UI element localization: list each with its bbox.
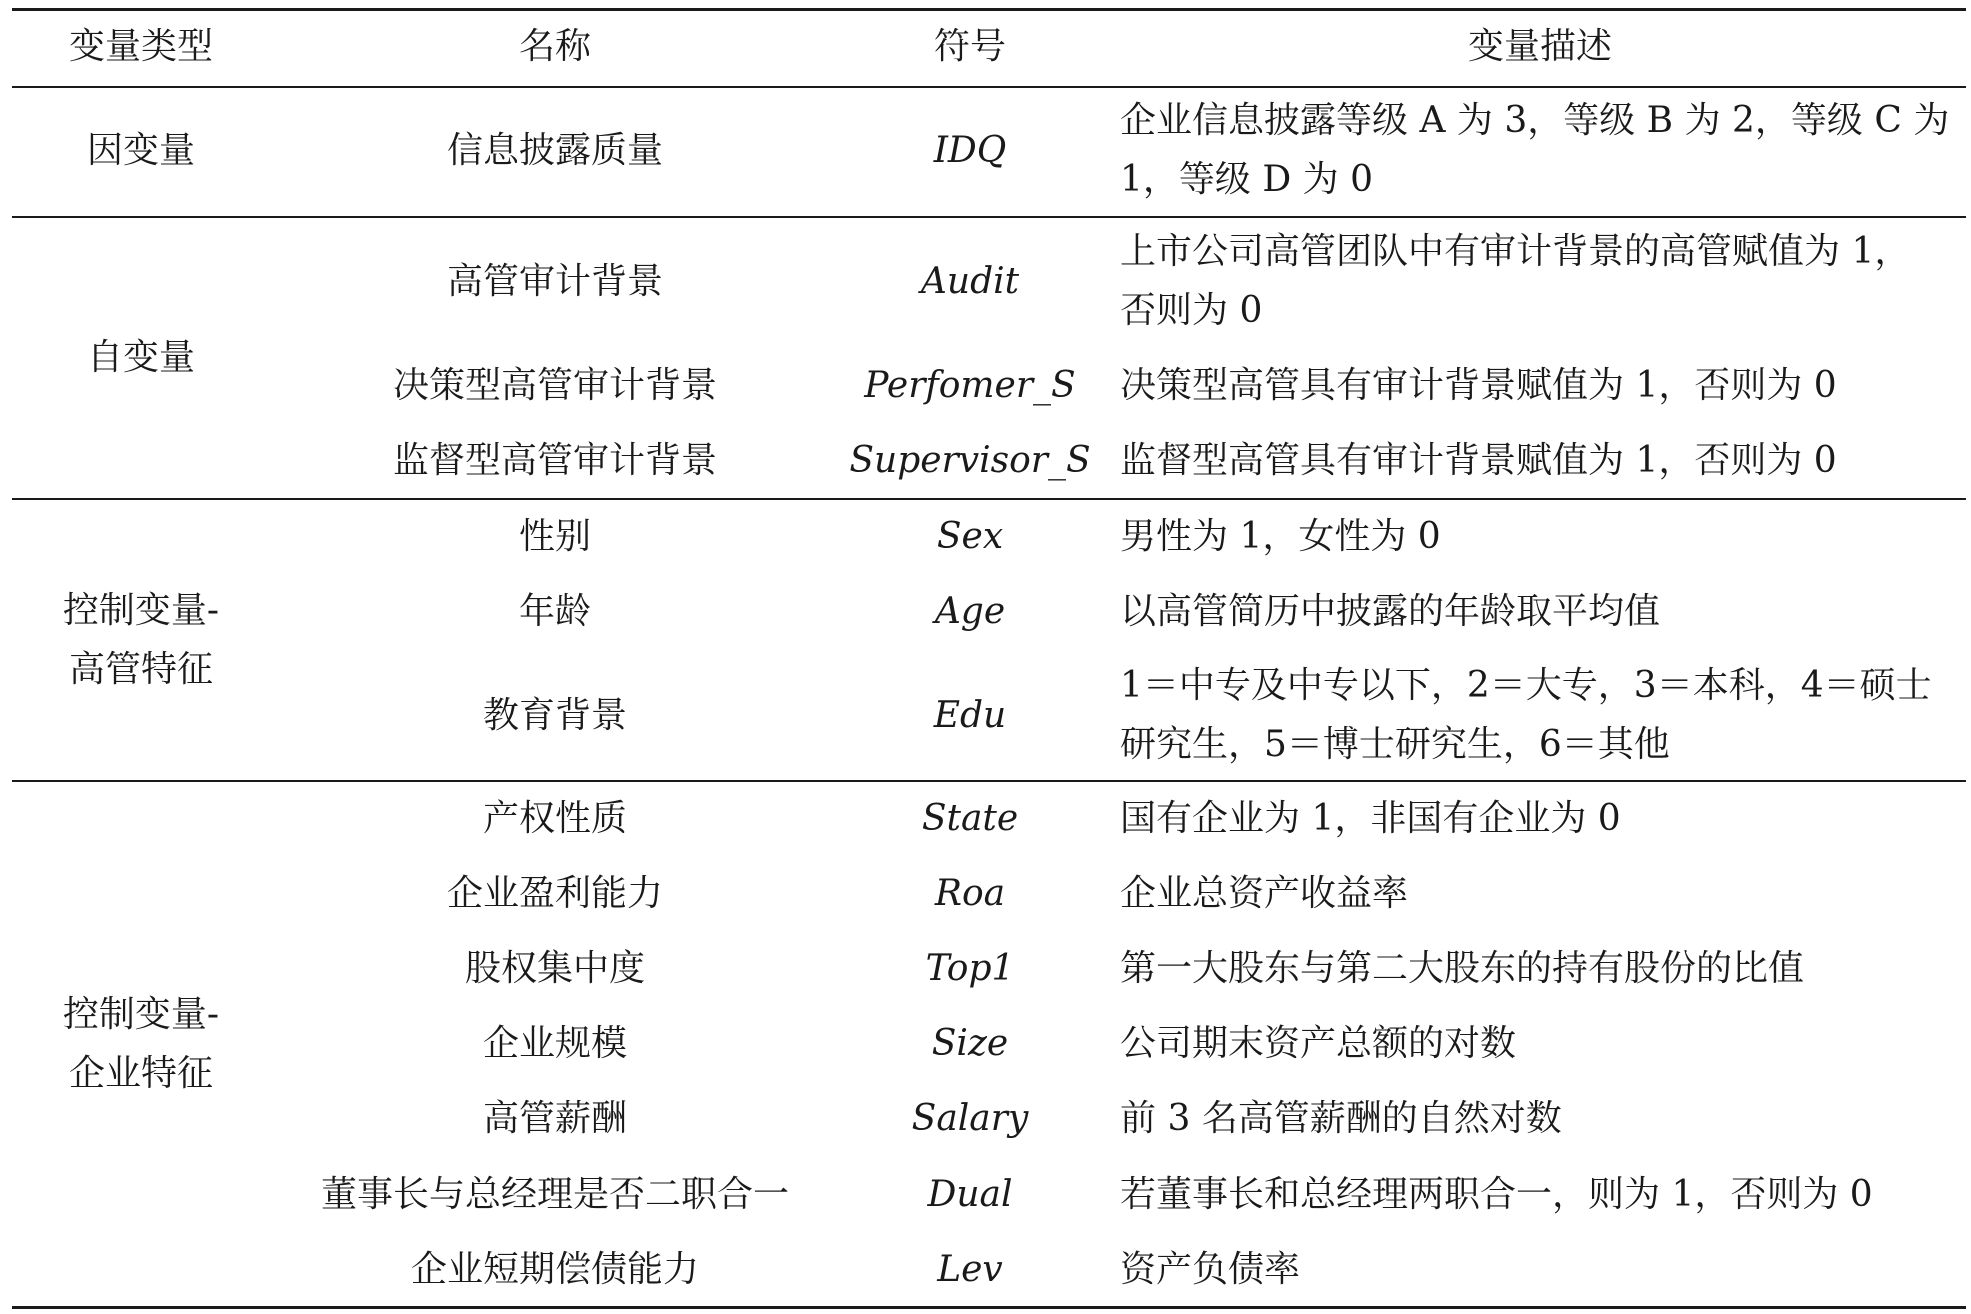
group-type: 自变量 bbox=[86, 337, 195, 378]
row-description-line: 决策型高管具有审计背景赋值为 1，否则为 0 bbox=[1120, 365, 1837, 406]
row-name: 董事长与总经理是否二职合一 bbox=[320, 1174, 789, 1215]
row-name: 产权性质 bbox=[482, 798, 627, 839]
row-name: 信息披露质量 bbox=[446, 130, 663, 171]
row-description-line: 监督型高管具有审计背景赋值为 1，否则为 0 bbox=[1120, 440, 1837, 481]
row-description-line: 若董事长和总经理两职合一，则为 1，否则为 0 bbox=[1120, 1174, 1873, 1215]
row-symbol: Perfomer_S bbox=[864, 365, 1076, 406]
row-symbol: Lev bbox=[937, 1249, 1003, 1290]
row-name: 企业盈利能力 bbox=[446, 873, 663, 914]
row-description-line: 资产负债率 bbox=[1120, 1249, 1301, 1290]
row-name: 股权集中度 bbox=[464, 948, 645, 989]
header-variable-type: 变量类型 bbox=[68, 26, 213, 67]
row-name: 教育背景 bbox=[482, 695, 627, 736]
table-top-rule bbox=[12, 8, 1966, 11]
header-rule bbox=[12, 86, 1966, 88]
group-divider bbox=[12, 498, 1966, 500]
row-name: 高管审计背景 bbox=[446, 261, 663, 302]
row-symbol: Edu bbox=[933, 695, 1007, 736]
header-description: 变量描述 bbox=[1467, 26, 1612, 67]
row-symbol: Roa bbox=[934, 873, 1006, 914]
header-name: 名称 bbox=[518, 26, 591, 67]
row-description-line: 公司期末资产总额的对数 bbox=[1120, 1023, 1517, 1064]
row-symbol: IDQ bbox=[933, 130, 1007, 171]
row-name: 高管薪酬 bbox=[482, 1098, 627, 1139]
table-bottom-rule bbox=[12, 1306, 1966, 1309]
row-name: 年龄 bbox=[518, 591, 591, 632]
row-description-line: 第一大股东与第二大股东的持有股份的比值 bbox=[1120, 948, 1805, 989]
group-type-line: 控制变量- bbox=[62, 590, 220, 631]
group-type-line: 企业特征 bbox=[68, 1053, 213, 1094]
row-description-line: 上市公司高管团队中有审计背景的高管赋值为 1， bbox=[1120, 231, 1911, 272]
row-symbol: Sex bbox=[936, 516, 1004, 557]
row-symbol: Size bbox=[931, 1023, 1009, 1064]
row-symbol: Dual bbox=[927, 1174, 1013, 1215]
row-description-line: 以高管简历中披露的年龄取平均值 bbox=[1120, 591, 1661, 632]
row-description-line: 研究生，5＝博士研究生，6＝其他 bbox=[1120, 724, 1670, 765]
group-type-line: 高管特征 bbox=[68, 649, 213, 690]
row-description-line: 企业总资产收益率 bbox=[1120, 873, 1409, 914]
group-type: 因变量 bbox=[86, 130, 195, 171]
row-name: 企业短期偿债能力 bbox=[410, 1249, 699, 1290]
row-symbol: Top1 bbox=[925, 948, 1015, 989]
row-description-line: 前 3 名高管薪酬的自然对数 bbox=[1120, 1098, 1562, 1139]
row-name: 企业规模 bbox=[482, 1023, 627, 1064]
header-symbol: 符号 bbox=[933, 26, 1006, 67]
row-description-line: 否则为 0 bbox=[1120, 290, 1263, 331]
row-name: 监督型高管审计背景 bbox=[392, 440, 717, 481]
row-description-line: 男性为 1，女性为 0 bbox=[1120, 516, 1441, 557]
group-divider bbox=[12, 780, 1966, 782]
row-description-line: 1＝中专及中专以下，2＝大专，3＝本科，4＝硕士 bbox=[1120, 665, 1932, 706]
row-symbol: Audit bbox=[920, 261, 1020, 302]
row-description-line: 1，等级 D 为 0 bbox=[1120, 159, 1374, 200]
group-divider bbox=[12, 216, 1966, 218]
row-symbol: Supervisor_S bbox=[849, 440, 1091, 481]
row-description-line: 企业信息披露等级 A 为 3，等级 B 为 2，等级 C 为 bbox=[1120, 100, 1950, 141]
row-symbol: Salary bbox=[911, 1098, 1029, 1139]
row-symbol: Age bbox=[934, 591, 1006, 632]
row-name: 决策型高管审计背景 bbox=[392, 365, 717, 406]
row-symbol: State bbox=[921, 798, 1019, 839]
row-description-line: 国有企业为 1，非国有企业为 0 bbox=[1120, 798, 1621, 839]
group-type-line: 控制变量- bbox=[62, 994, 220, 1035]
row-name: 性别 bbox=[518, 516, 591, 557]
